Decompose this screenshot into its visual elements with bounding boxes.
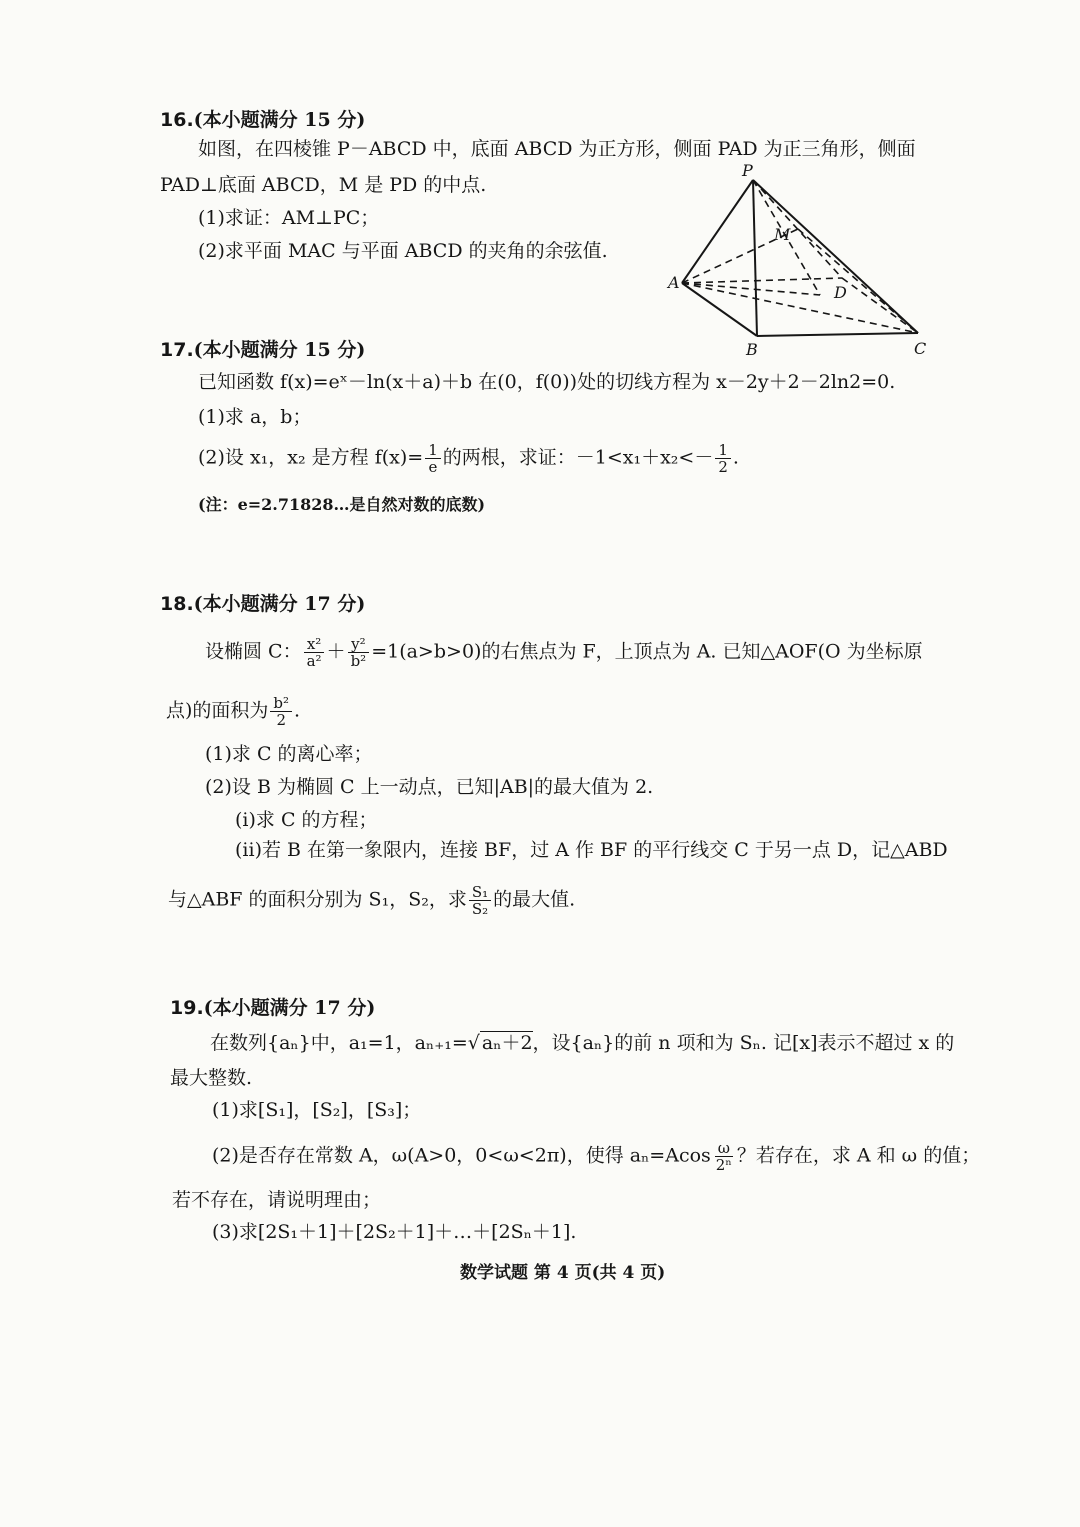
- q18-part2-i: (i)求 C 的方程；: [235, 809, 378, 831]
- q16-part2: (2)求平面 MAC 与平面 ABCD 的夹角的余弦值.: [198, 240, 608, 262]
- label-m: M: [774, 225, 791, 244]
- q18-line2: [166, 695, 300, 728]
- frac-numerator: 1: [715, 442, 731, 459]
- q19-part2: [212, 1140, 980, 1173]
- edge-ad: [682, 278, 842, 283]
- q17-header: [160, 338, 365, 362]
- edge-pd: [753, 180, 842, 278]
- q18-part1: (1)求 C 的离心率；: [205, 743, 373, 765]
- q19-header: [170, 996, 375, 1020]
- q18-line2-text-a: 点)的面积为: [166, 699, 269, 722]
- q18-part2-ii: (ii)若 B 在第一象限内，连接 BF，过 A 作 BF 的平行线交 C 于另一点 D，记△ABD: [235, 839, 948, 861]
- label-d: D: [834, 283, 847, 302]
- q18-last-line: [168, 884, 575, 917]
- sqrt-sign: √: [467, 1032, 480, 1054]
- q18-number: 18.: [160, 593, 194, 615]
- q18-line2-text-b: .: [294, 699, 301, 722]
- segment-ao: [682, 283, 820, 295]
- q19-line1: [210, 1031, 954, 1055]
- segment-mc: [798, 229, 918, 333]
- q19-number: 19.: [170, 997, 204, 1019]
- label-b: B: [746, 340, 758, 359]
- frac-numerator: y²: [348, 636, 369, 653]
- plus-sign: ＋: [326, 640, 346, 663]
- q17-score: (本小题满分 15 分): [193, 339, 366, 361]
- edge-bc: [757, 333, 918, 336]
- q18-line1-text-b: =1(a>b>0)的右焦点为 F，上顶点为 A. 已知△AOF(O 为坐标原: [371, 640, 923, 663]
- frac-numerator: b²: [270, 695, 292, 712]
- q17-number: 17.: [160, 339, 194, 361]
- q18-part2: (2)设 B 为椭圆 C 上一动点，已知|AB|的最大值为 2.: [205, 776, 654, 798]
- q17-part2-text-c: .: [732, 446, 739, 469]
- q16-header: [160, 108, 365, 132]
- fraction-omega-2n: [713, 1140, 735, 1173]
- frac-denominator: a²: [306, 652, 322, 670]
- q19-part2-cont: 若不存在，请说明理由；: [172, 1189, 382, 1211]
- q17-part1: (1)求 a，b；: [198, 406, 312, 428]
- frac-numerator: ω: [715, 1140, 733, 1157]
- q17-part2-text-b: 的两根，求证：－1<x₁＋x₂<－: [442, 446, 714, 469]
- q18-header: [160, 592, 365, 616]
- edge-pc: [753, 180, 918, 333]
- frac-numerator: x²: [304, 636, 324, 653]
- q19-part3: (3)求[2S₁＋1]＋[2S₂＋1]＋…＋[2Sₙ＋1].: [212, 1221, 577, 1243]
- q16-part1: (1)求证：AM⊥PC；: [198, 207, 380, 229]
- q19-part1: (1)求[S₁]，[S₂]，[S₃]；: [212, 1099, 422, 1121]
- fraction-1-over-e: [425, 442, 441, 475]
- q16-number: 16.: [160, 109, 194, 131]
- q16-line1: 如图，在四棱锥 P－ABCD 中，底面 ABCD 为正方形，侧面 PAD 为正三角形，侧面: [198, 138, 916, 160]
- q18-line1: [205, 636, 923, 669]
- edge-dc: [842, 278, 918, 333]
- frac-denominator: 2: [718, 458, 728, 476]
- label-c: C: [914, 339, 927, 358]
- frac-numerator: S₁: [469, 884, 491, 901]
- q19-line2: 最大整数.: [170, 1067, 253, 1089]
- q18-last-text-a: 与△ABF 的面积分别为 S₁，S₂，求: [168, 888, 467, 911]
- q18-line1-text-a: 设椭圆 C：: [205, 640, 302, 663]
- fraction-1-over-2: [715, 442, 731, 475]
- q19-part2-text-a: (2)是否存在常数 A，ω(A>0，0<ω<2π)，使得 aₙ=Acos: [212, 1144, 711, 1167]
- q16-score: (本小题满分 15 分): [193, 109, 366, 131]
- fraction-x2-a2: [304, 636, 325, 669]
- q18-last-text-b: 的最大值.: [493, 888, 576, 911]
- frac-denominator: 2ⁿ: [715, 1156, 732, 1174]
- q17-line1: 已知函数 f(x)=eˣ－ln(x＋a)＋b 在(0，f(0))处的切线方程为 x－2y＋2－2ln2=0.: [198, 371, 896, 393]
- q16-line2: PAD⊥底面 ABCD，M 是 PD 的中点.: [160, 174, 487, 196]
- q18-score: (本小题满分 17 分): [193, 593, 366, 615]
- fraction-y2-b2: [348, 636, 370, 669]
- fraction-s1-s2: [469, 884, 491, 917]
- edge-pb: [753, 180, 757, 336]
- frac-denominator: 2: [276, 711, 286, 729]
- q19-line1-text-a: 在数列{aₙ}中，a₁=1，aₙ₊₁=: [210, 1032, 468, 1054]
- label-p: P: [742, 161, 753, 180]
- q19-part2-text-b: ？若存在，求 A 和 ω 的值；: [736, 1144, 981, 1167]
- q19-score: (本小题满分 17 分): [203, 997, 376, 1019]
- label-a: A: [668, 273, 680, 292]
- q19-line1-text-b: ，设{aₙ}的前 n 项和为 Sₙ. 记[x]表示不超过 x 的: [532, 1032, 955, 1054]
- page-footer: 数学试题 第 4 页(共 4 页): [460, 1263, 666, 1283]
- frac-numerator: 1: [425, 442, 441, 459]
- sqrt-radicand: aₙ＋2: [481, 1032, 533, 1054]
- q17-part2-text-a: (2)设 x₁，x₂ 是方程 f(x)=: [198, 446, 424, 469]
- q17-part2: [198, 442, 739, 475]
- edge-pa: [682, 180, 753, 283]
- q17-note: (注：e=2.71828…是自然对数的底数): [198, 495, 486, 514]
- frac-denominator: e: [428, 458, 438, 476]
- fraction-b2-2: [270, 695, 292, 728]
- frac-denominator: b²: [350, 652, 367, 670]
- pyramid-figure: [660, 160, 940, 360]
- frac-denominator: S₂: [471, 900, 489, 918]
